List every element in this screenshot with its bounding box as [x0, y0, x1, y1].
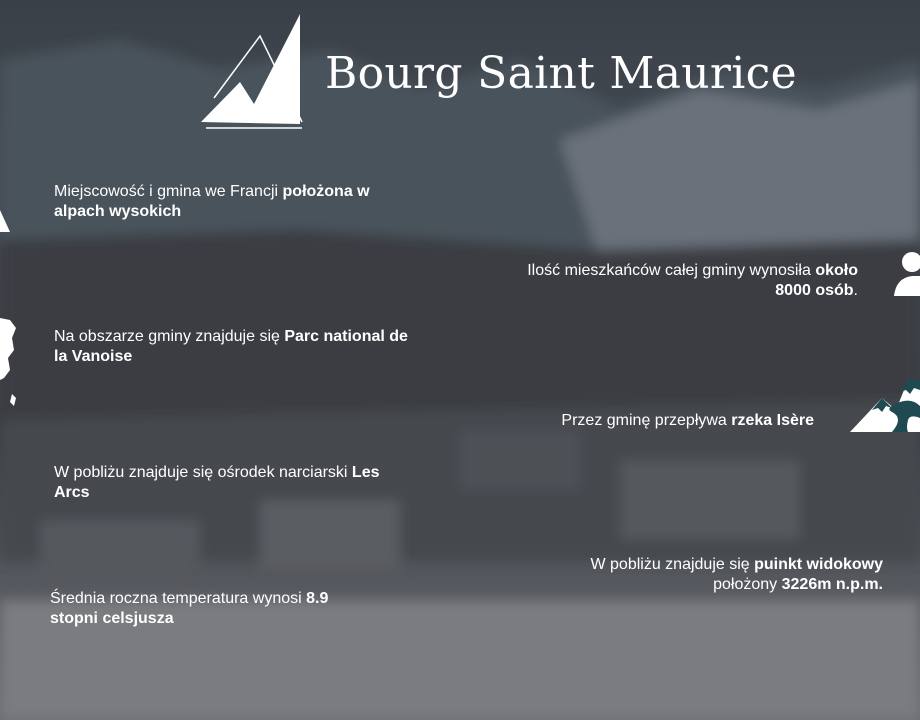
map-icon [0, 318, 18, 408]
page-title: Bourg Saint Maurice [325, 48, 797, 99]
fact-temperature: Średnia roczna temperatura wynosi 8.9 stopni celsjusza [50, 590, 329, 627]
fact-location: Miejscowość i gmina we Francji położona w alpach wysokich [54, 183, 370, 220]
mountain-logo-icon [198, 12, 308, 132]
fact-population: Ilość mieszkańców całej gminy wynosiła około 8000 osób. [527, 262, 858, 299]
river-mountain-icon [848, 378, 920, 434]
fact-park: Na obszarze gminy znajduje się Parc national de la Vanoise [54, 328, 408, 365]
mountain-icon [0, 208, 12, 232]
person-icon [892, 250, 920, 298]
fact-river: Przez gminę przepływa rzeka Isère [561, 412, 814, 429]
fact-viewpoint: W pobliżu znajduje się puinkt widokowy położony 3226m n.p.m. [590, 556, 883, 593]
fact-ski-resort: W pobliżu znajduje się ośrodek narciarski Les Arcs [54, 464, 380, 501]
